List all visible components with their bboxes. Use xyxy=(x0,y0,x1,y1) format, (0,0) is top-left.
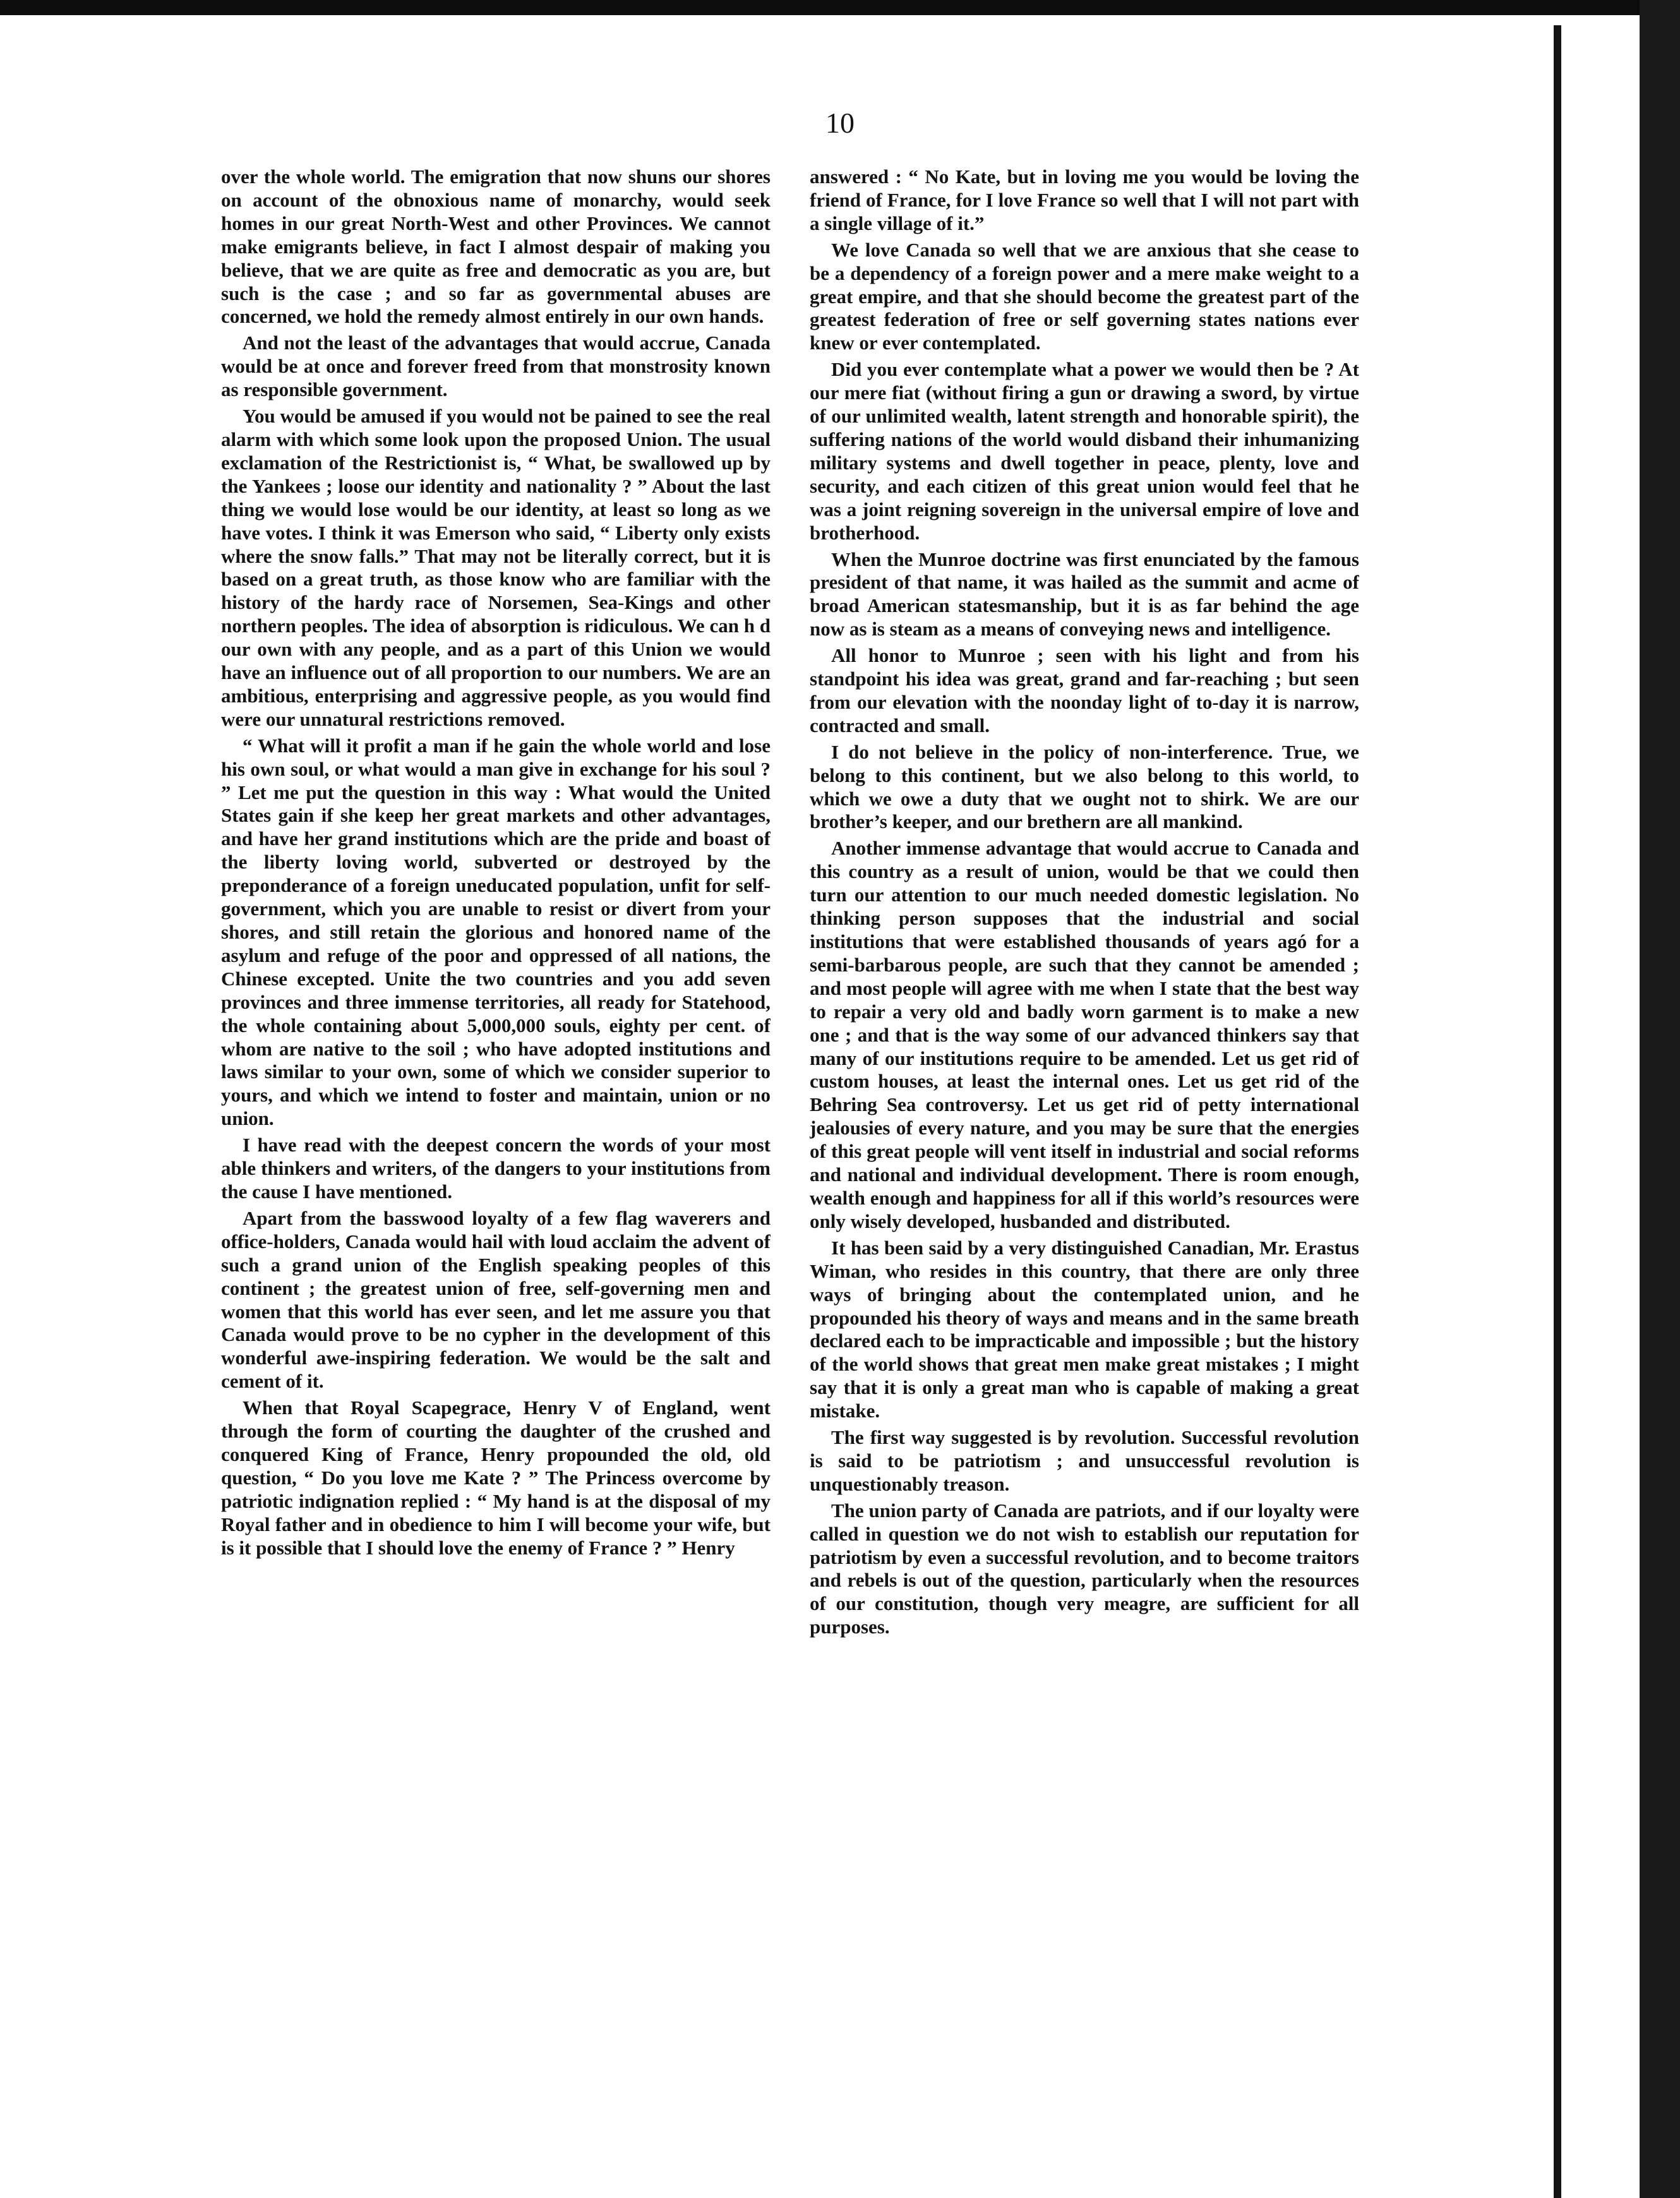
scan-right-border xyxy=(1640,0,1680,2198)
paragraph: Apart from the basswood loyalty of a few flag waverers and office-holders, Canada would hail with loud acclaim the advent of such a grand union of the English speaking peoples of this continent ; the greatest union of free, self-governing men and women that this world has ever seen, and let me assure you that Canada would prove to be no cypher in the development of this wonderful awe-inspiring federation. We would be the salt and cement of it. xyxy=(221,1206,771,1393)
paragraph: “ What will it profit a man if he gain the whole world and lose his own soul, or what would a man give in exchange for his soul ? ” Let me put the question in this way : What would the United States gain if she keep her great markets and other advantages, and have her grand institutions which are the pride and boast of the liberty loving world, subverted or destroyed by the preponderance of a foreign uneducated population, unfit for self-government, which you are unable to resist or divert from your shores, and still retain the glorious and honored name of the asylum and refuge of the poor and oppressed of all nations, the Chinese excepted. Unite the two countries and you add seven provinces and three immense territories, all ready for Statehood, the whole containing about 5,000,000 souls, eighty per cent. of whom are native to the soil ; who have adopted institutions and laws similar to your own, some of which we consider superior to yours, and which we intend to foster and maintain, union or no union. xyxy=(221,734,771,1130)
paragraph: The first way suggested is by revolution. Successful revolution is said to be patriotism ; and unsuccessful revolution is unquestionably treason. xyxy=(810,1426,1359,1495)
paragraph: The union party of Canada are patriots, and if our loyalty were called in question we do not wish to establish our reputation for patriotism by even a successful revolution, and to become traitors and rebels is out of the question, particularly when the resources of our constitution, though very meagre, are sufficient for all purposes. xyxy=(810,1499,1359,1638)
paragraph: We love Canada so well that we are anxious that she cease to be a dependency of a foreign power and a mere make weight to a great empire, and that she should become the greatest part of the greatest federation of free or self governing states nations ever knew or ever contemplated. xyxy=(810,238,1359,354)
paragraph: over the whole world. The emigration that now shuns our shores on account of the obnoxious name of monarchy, would seek homes in our great North-West and other Provinces. We cannot make emigrants believe, in fact I almost despair of making you believe, that we are quite as free and democratic as you are, but such is the case ; and so far as governmental abuses are concerned, we hold the remedy almost entirely in our own hands. xyxy=(221,165,771,328)
page-edge-rule xyxy=(1554,25,1561,2198)
paragraph: answered : “ No Kate, but in loving me you would be loving the friend of France, for I love France so well that I will not part with a single village of it.” xyxy=(810,165,1359,234)
paragraph: You would be amused if you would not be pained to see the real alarm with which some look upon the proposed Union. The usual exclamation of the Restrictionist is, “ What, be swallowed up by the Yankees ; loose our identity and nationality ? ” About the last thing we would lose would be our identity, at least so long as we have votes. I think it was Emerson who said, “ Liberty only exists where the snow falls.” That may not be literally correct, but it is based on a great truth, as those know who are familiar with the history of the hardy race of Norsemen, Sea-Kings and other northern peoples. The idea of absorption is ridiculous. We can h d our own with any people, and as a part of this Union we would have an influence out of all proportion to our numbers. We are an ambitious, enterprising and aggressive people, as you would find were our unnatural restrictions removed. xyxy=(221,405,771,730)
left-column xyxy=(221,165,771,2149)
paragraph: I have read with the deepest concern the words of your most able thinkers and writers, of the dangers to your institutions from the cause I have mentioned. xyxy=(221,1134,771,1203)
page-number: 10 xyxy=(825,107,855,139)
paragraph: When that Royal Scapegrace, Henry V of England, went through the form of courting the daughter of the crushed and conquered King of France, Henry propounded the old, old question, “ Do you love me Kate ? ” The Princess overcome by patriotic indignation replied : “ My hand is at the disposal of my Royal father and in obedience to him I will become your wife, but is it possible that I should love the enemy of France ? ” Henry xyxy=(221,1396,771,1559)
paragraph: And not the least of the advantages that would accrue, Canada would be at once and forever freed from that monstrosity known as responsible government. xyxy=(221,332,771,401)
paragraph: When the Munroe doctrine was first enunciated by the famous president of that name, it was hailed as the summit and acme of broad American statesmanship, but it is as far behind the age now as is steam as a means of conveying news and intelligence. xyxy=(810,548,1359,640)
scan-top-border xyxy=(0,0,1680,15)
paragraph: All honor to Munroe ; seen with his light and from his standpoint his idea was great, grand and far-reaching ; but seen from our elevation with the noonday light of to-day it is narrow, contracted and small. xyxy=(810,644,1359,736)
paragraph: I do not believe in the policy of non-interference. True, we belong to this continent, but we also belong to this world, to which we owe a duty that we ought not to shirk. We are our brother’s keeper, and our brethern are all mankind. xyxy=(810,740,1359,833)
right-column xyxy=(810,165,1359,2149)
paragraph: Another immense advantage that would accrue to Canada and this country as a result of union, would be that we could then turn our attention to our much needed domestic legislation. No thinking person supposes that the industrial and social institutions that were established thousands of years agó for a semi-barbarous people, are such that they cannot be amended ; and most people will agree with me when I state that the best way to repair a very old and badly worn garment is to make a new one ; and that is the way some of our advanced thinkers say that many of our institutions require to be amended. Let us get rid of custom houses, at least the internal ones. Let us get rid of the Behring Sea controversy. Let us get rid of petty international jealousies of every nature, and you may be sure that the energies of this great people will vent itself in industrial and social reforms and national and individual development. There is room enough, wealth enough and happiness for all if this world’s resources were only wisely developed, husbanded and distributed. xyxy=(810,837,1359,1232)
paragraph: It has been said by a very distinguished Canadian, Mr. Erastus Wiman, who resides in this country, that there are only three ways of bringing about the contemplated union, and he propounded his theory of ways and means and in the same breath declared each to be impracticable and impossible ; but the history of the world shows that great men make great mistakes ; I might say that it is only a great man who is capable of making a great mistake. xyxy=(810,1236,1359,1422)
paragraph: Did you ever contemplate what a power we would then be ? At our mere fiat (without firing a gun or drawing a sword, by virtue of our unlimited wealth, latent strength and honorable spirit), the suffering nations of the world would disband their inhumanizing military systems and dwell together in peace, plenty, love and security, and each citizen of this great union would feel that he was a joint reigning sovereign in the universal empire of love and brotherhood. xyxy=(810,358,1359,544)
